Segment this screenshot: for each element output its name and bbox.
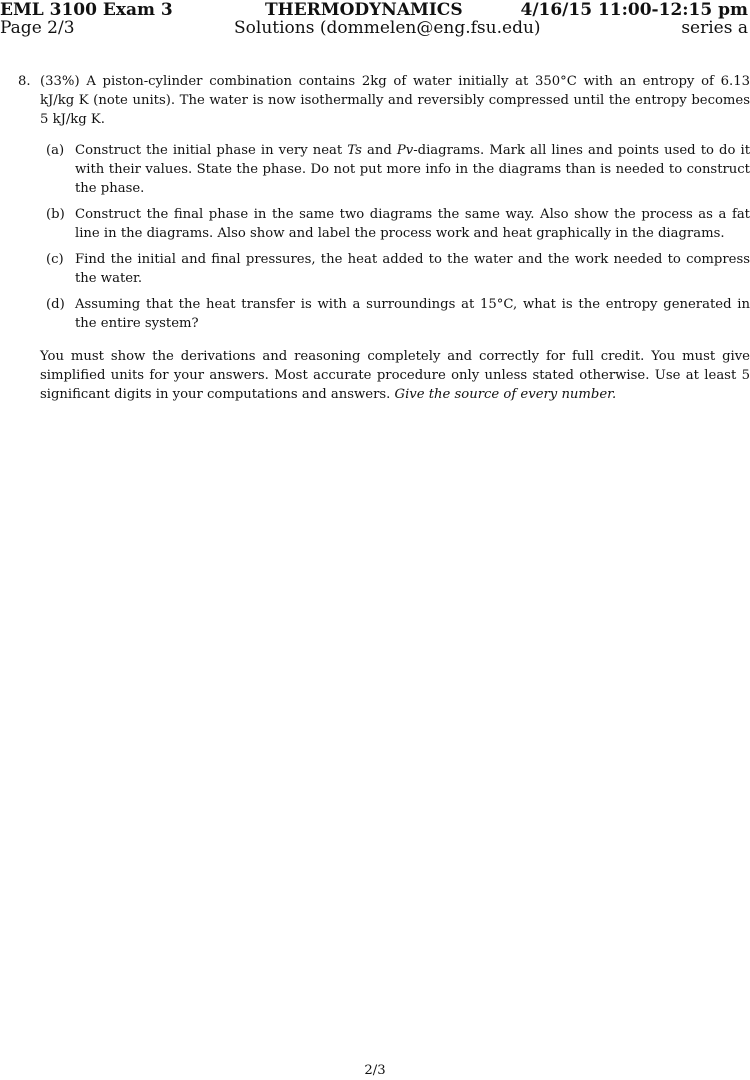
page-footer: 2/3	[364, 1063, 386, 1078]
instructions-emphasis: Give the source of every number.	[394, 387, 617, 402]
part-text-segment: -diagrams. Mark all lines and points used to do it with their values. State the phase. Do not put more info in the diagrams than is needed to construct the phase.	[75, 143, 750, 196]
header-row-1	[0, 0, 750, 20]
problem-statement: (33%) A piston-cylinder combination contains 2kg of water initially at 350°C with an entropy of 6.13 kJ/kg K (note units). The water is now isothermally and reversibly compressed until the entropy becomes 5 kJ/kg K.	[40, 74, 750, 127]
part-text: Find the initial and final pressures, the heat added to the water and the work needed to compress the water.	[75, 252, 750, 286]
part-text-segment: Construct the initial phase in very neat	[75, 143, 348, 158]
problem-number: 8.	[18, 74, 31, 89]
part-d	[40, 295, 750, 333]
part-b	[40, 205, 750, 243]
header-row-2	[0, 18, 750, 38]
instructions-text: You must show the derivations and reasoning completely and correctly for full credit. You must give simplified units for your answers. Most accurate procedure only unless stated otherwise. Use at least 5 significant digits in your computations and answers.	[40, 349, 750, 402]
part-label: (b)	[46, 207, 65, 222]
part-text-segment: and	[361, 143, 397, 158]
part-label: (c)	[46, 252, 64, 267]
part-text: Construct the final phase in the same two diagrams the same way. Also show the process as a fat line in the diagrams. Also show and label the process work and heat graphically in the diagrams.	[75, 207, 750, 241]
solutions-contact: Solutions (dommelen@eng.fsu.edu)	[234, 18, 541, 38]
part-label: (a)	[46, 143, 65, 158]
problem-parts	[40, 141, 750, 333]
part-a	[40, 141, 750, 198]
part-c	[40, 250, 750, 288]
part-text	[75, 141, 750, 198]
page-header	[0, 0, 750, 40]
pv-symbol: Pv	[396, 143, 414, 158]
series-label: series a	[681, 18, 748, 38]
part-label: (d)	[46, 297, 65, 312]
course-title: EML 3100 Exam 3	[0, 0, 173, 20]
page-indicator: Page 2/3	[0, 18, 75, 38]
ts-symbol: Ts	[347, 143, 362, 158]
part-text: Assuming that the heat transfer is with a surroundings at 15°C, what is the entropy generated in the entire system?	[75, 297, 750, 331]
problem-8	[18, 72, 750, 340]
instructions-paragraph	[40, 347, 750, 404]
exam-datetime: 4/16/15 11:00-12:15 pm	[520, 0, 748, 20]
subject-title: THERMODYNAMICS	[265, 0, 463, 20]
